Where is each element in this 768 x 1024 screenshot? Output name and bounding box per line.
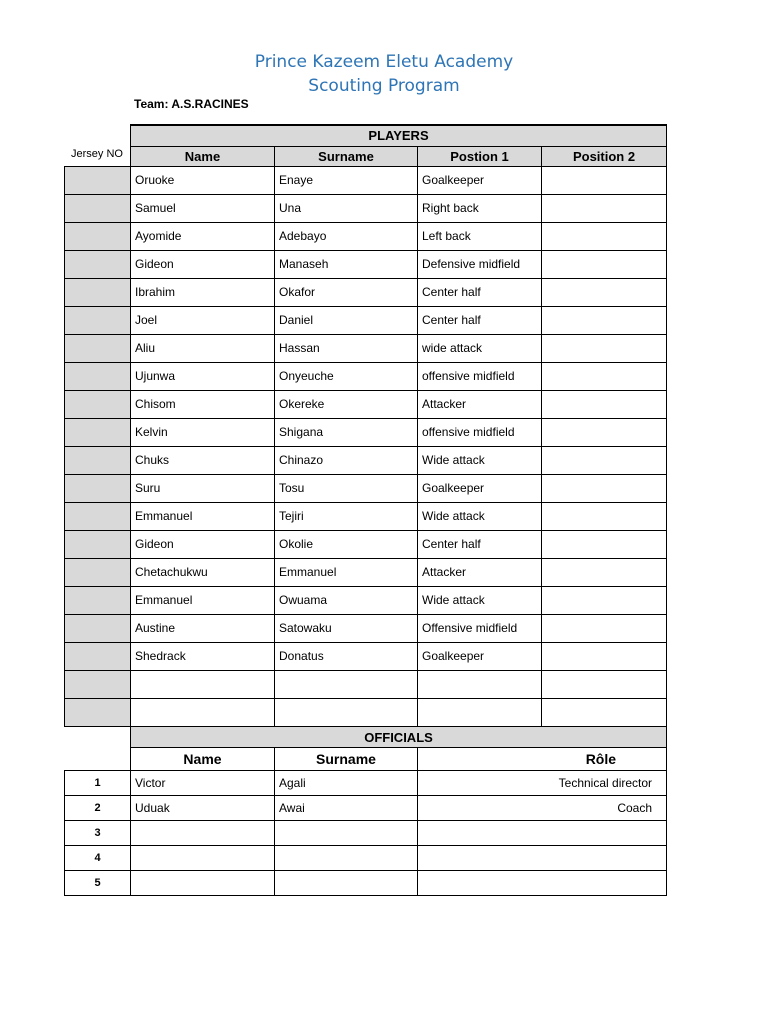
- official-surname-cell[interactable]: Awai: [275, 796, 418, 821]
- officials-col-header-role: Rôle: [418, 748, 667, 771]
- official-name-cell[interactable]: [131, 821, 275, 846]
- player-surname-cell[interactable]: Chinazo: [275, 446, 418, 474]
- player-surname-cell[interactable]: Okafor: [275, 278, 418, 306]
- player-name-cell[interactable]: Ayomide: [131, 222, 275, 250]
- official-name-cell[interactable]: [131, 871, 275, 896]
- player-position2-cell[interactable]: [542, 418, 667, 446]
- jersey-number-cell[interactable]: [65, 166, 131, 194]
- player-surname-cell[interactable]: Manaseh: [275, 250, 418, 278]
- col-header-position2: Position 2: [542, 146, 667, 166]
- players-section-title: PLAYERS: [131, 125, 667, 146]
- player-row: [65, 194, 667, 222]
- player-position2-cell[interactable]: [542, 194, 667, 222]
- player-row: [65, 698, 667, 726]
- player-surname-cell[interactable]: Emmanuel: [275, 558, 418, 586]
- official-row: [65, 846, 667, 871]
- player-position1-cell[interactable]: Goalkeeper: [418, 474, 542, 502]
- player-position1-cell[interactable]: Goalkeeper: [418, 642, 542, 670]
- player-surname-cell[interactable]: Donatus: [275, 642, 418, 670]
- player-position1-cell[interactable]: Attacker: [418, 558, 542, 586]
- jersey-number-cell[interactable]: [65, 586, 131, 614]
- col-header-surname: Surname: [275, 146, 418, 166]
- jersey-number-cell[interactable]: [65, 446, 131, 474]
- player-row: [65, 222, 667, 250]
- official-role-cell[interactable]: [418, 846, 667, 871]
- player-position2-cell[interactable]: [542, 306, 667, 334]
- jersey-number-cell[interactable]: [65, 558, 131, 586]
- player-position2-cell[interactable]: [542, 614, 667, 642]
- jersey-number-cell[interactable]: [65, 474, 131, 502]
- officials-col-header-name: Name: [131, 748, 275, 771]
- player-surname-cell[interactable]: Onyeuche: [275, 362, 418, 390]
- player-position2-cell[interactable]: [542, 166, 667, 194]
- col-header-position1: Postion 1: [418, 146, 542, 166]
- player-position1-cell[interactable]: [418, 698, 542, 726]
- official-row: [65, 771, 667, 796]
- player-name-cell[interactable]: Ibrahim: [131, 278, 275, 306]
- player-name-cell[interactable]: Samuel: [131, 194, 275, 222]
- player-surname-cell[interactable]: Satowaku: [275, 614, 418, 642]
- player-row: [65, 334, 667, 362]
- player-name-cell[interactable]: Shedrack: [131, 642, 275, 670]
- jersey-number-cell[interactable]: [65, 418, 131, 446]
- player-surname-cell[interactable]: Daniel: [275, 306, 418, 334]
- jersey-number-cell[interactable]: [65, 698, 131, 726]
- player-name-cell[interactable]: Kelvin: [131, 418, 275, 446]
- player-row: [65, 166, 667, 194]
- player-surname-cell[interactable]: Tejiri: [275, 502, 418, 530]
- player-position1-cell[interactable]: Offensive midfield: [418, 614, 542, 642]
- player-surname-cell[interactable]: Owuama: [275, 586, 418, 614]
- player-name-cell[interactable]: Austine: [131, 614, 275, 642]
- player-name-cell[interactable]: Chetachukwu: [131, 558, 275, 586]
- player-name-cell[interactable]: Chuks: [131, 446, 275, 474]
- player-position2-cell[interactable]: [542, 698, 667, 726]
- player-surname-cell[interactable]: [275, 670, 418, 698]
- player-name-cell[interactable]: Suru: [131, 474, 275, 502]
- academy-title: Prince Kazeem Eletu Academy: [254, 52, 514, 72]
- player-position2-cell[interactable]: [542, 558, 667, 586]
- col-header-name: Name: [131, 146, 275, 166]
- official-surname-cell[interactable]: Agali: [275, 771, 418, 796]
- official-number-cell: 1: [65, 771, 131, 796]
- player-position1-cell[interactable]: Center half: [418, 530, 542, 558]
- official-row: [65, 821, 667, 846]
- player-position1-cell[interactable]: offensive midfield: [418, 418, 542, 446]
- player-position2-cell[interactable]: [542, 278, 667, 306]
- player-name-cell[interactable]: Ujunwa: [131, 362, 275, 390]
- official-name-cell[interactable]: Uduak: [131, 796, 275, 821]
- player-surname-cell[interactable]: Shigana: [275, 418, 418, 446]
- player-position2-cell[interactable]: [542, 334, 667, 362]
- jersey-number-cell[interactable]: [65, 642, 131, 670]
- player-position2-cell[interactable]: [542, 390, 667, 418]
- player-position1-cell[interactable]: Center half: [418, 306, 542, 334]
- jersey-number-cell[interactable]: [65, 250, 131, 278]
- player-row: [65, 390, 667, 418]
- player-position2-cell[interactable]: [542, 474, 667, 502]
- player-row: [65, 502, 667, 530]
- jersey-number-cell[interactable]: [65, 670, 131, 698]
- official-row: [65, 871, 667, 896]
- player-surname-cell[interactable]: Hassan: [275, 334, 418, 362]
- official-surname-cell[interactable]: [275, 821, 418, 846]
- program-subtitle: Scouting Program: [308, 76, 460, 96]
- official-role-cell[interactable]: Coach: [418, 796, 667, 821]
- player-position2-cell[interactable]: [542, 642, 667, 670]
- jersey-number-cell[interactable]: [65, 278, 131, 306]
- player-surname-cell[interactable]: [275, 698, 418, 726]
- official-number-cell: 5: [65, 871, 131, 896]
- player-row: [65, 614, 667, 642]
- player-row: [65, 474, 667, 502]
- jersey-number-cell[interactable]: [65, 194, 131, 222]
- player-row: [65, 530, 667, 558]
- official-role-cell[interactable]: [418, 871, 667, 896]
- player-name-cell[interactable]: Emmanuel: [131, 586, 275, 614]
- player-position2-cell[interactable]: [542, 362, 667, 390]
- player-row: [65, 586, 667, 614]
- official-surname-cell[interactable]: [275, 871, 418, 896]
- player-position2-cell[interactable]: [542, 670, 667, 698]
- player-name-cell[interactable]: Aliu: [131, 334, 275, 362]
- player-name-cell[interactable]: Emmanuel: [131, 502, 275, 530]
- player-position1-cell[interactable]: Attacker: [418, 390, 542, 418]
- jersey-number-cell[interactable]: [65, 390, 131, 418]
- official-name-cell[interactable]: Victor: [131, 771, 275, 796]
- official-number-cell: 4: [65, 846, 131, 871]
- jersey-number-cell[interactable]: [65, 502, 131, 530]
- official-name-cell[interactable]: [131, 846, 275, 871]
- player-position2-cell[interactable]: [542, 586, 667, 614]
- official-role-cell[interactable]: [418, 821, 667, 846]
- official-number-cell: 2: [65, 796, 131, 821]
- player-position1-cell[interactable]: wide attack: [418, 334, 542, 362]
- player-position1-cell[interactable]: Goalkeeper: [418, 166, 542, 194]
- player-position1-cell[interactable]: offensive midfield: [418, 362, 542, 390]
- official-row: [65, 796, 667, 821]
- player-surname-cell[interactable]: Okolie: [275, 530, 418, 558]
- jersey-number-cell[interactable]: [65, 362, 131, 390]
- player-position2-cell[interactable]: [542, 530, 667, 558]
- player-position1-cell[interactable]: Wide attack: [418, 586, 542, 614]
- player-position1-cell[interactable]: Defensive midfield: [418, 250, 542, 278]
- officials-section-title: OFFICIALS: [131, 727, 667, 748]
- player-name-cell[interactable]: [131, 670, 275, 698]
- player-position2-cell[interactable]: [542, 502, 667, 530]
- player-name-cell[interactable]: Gideon: [131, 250, 275, 278]
- player-surname-cell[interactable]: Okereke: [275, 390, 418, 418]
- official-surname-cell[interactable]: [275, 846, 418, 871]
- player-position1-cell[interactable]: Center half: [418, 278, 542, 306]
- player-row: [65, 670, 667, 698]
- official-number-cell: 3: [65, 821, 131, 846]
- player-position1-cell[interactable]: Right back: [418, 194, 542, 222]
- player-row: [65, 278, 667, 306]
- player-name-cell[interactable]: Oruoke: [131, 166, 275, 194]
- official-role-cell[interactable]: Technical director: [418, 771, 667, 796]
- player-position1-cell[interactable]: [418, 670, 542, 698]
- officials-table: [64, 726, 667, 896]
- players-table: [64, 124, 667, 727]
- jersey-number-cell[interactable]: [65, 334, 131, 362]
- jersey-number-cell[interactable]: [65, 530, 131, 558]
- player-position2-cell[interactable]: [542, 250, 667, 278]
- player-name-cell[interactable]: Chisom: [131, 390, 275, 418]
- player-row: [65, 250, 667, 278]
- player-position2-cell[interactable]: [542, 446, 667, 474]
- jersey-number-cell[interactable]: [65, 222, 131, 250]
- player-position1-cell[interactable]: Wide attack: [418, 446, 542, 474]
- player-row: [65, 446, 667, 474]
- player-row: [65, 558, 667, 586]
- jersey-number-cell[interactable]: [65, 306, 131, 334]
- team-label: Team: A.S.RACINES: [134, 97, 249, 111]
- player-name-cell[interactable]: Joel: [131, 306, 275, 334]
- player-name-cell[interactable]: [131, 698, 275, 726]
- player-surname-cell[interactable]: Adebayo: [275, 222, 418, 250]
- player-row: [65, 362, 667, 390]
- jersey-number-label: Jersey NO: [71, 148, 123, 160]
- player-row: [65, 306, 667, 334]
- player-row: [65, 418, 667, 446]
- player-position2-cell[interactable]: [542, 222, 667, 250]
- player-position1-cell[interactable]: Left back: [418, 222, 542, 250]
- jersey-number-cell[interactable]: [65, 614, 131, 642]
- player-surname-cell[interactable]: Tosu: [275, 474, 418, 502]
- player-name-cell[interactable]: Gideon: [131, 530, 275, 558]
- player-surname-cell[interactable]: Una: [275, 194, 418, 222]
- officials-col-header-surname: Surname: [275, 748, 418, 771]
- player-position1-cell[interactable]: Wide attack: [418, 502, 542, 530]
- player-row: [65, 642, 667, 670]
- player-surname-cell[interactable]: Enaye: [275, 166, 418, 194]
